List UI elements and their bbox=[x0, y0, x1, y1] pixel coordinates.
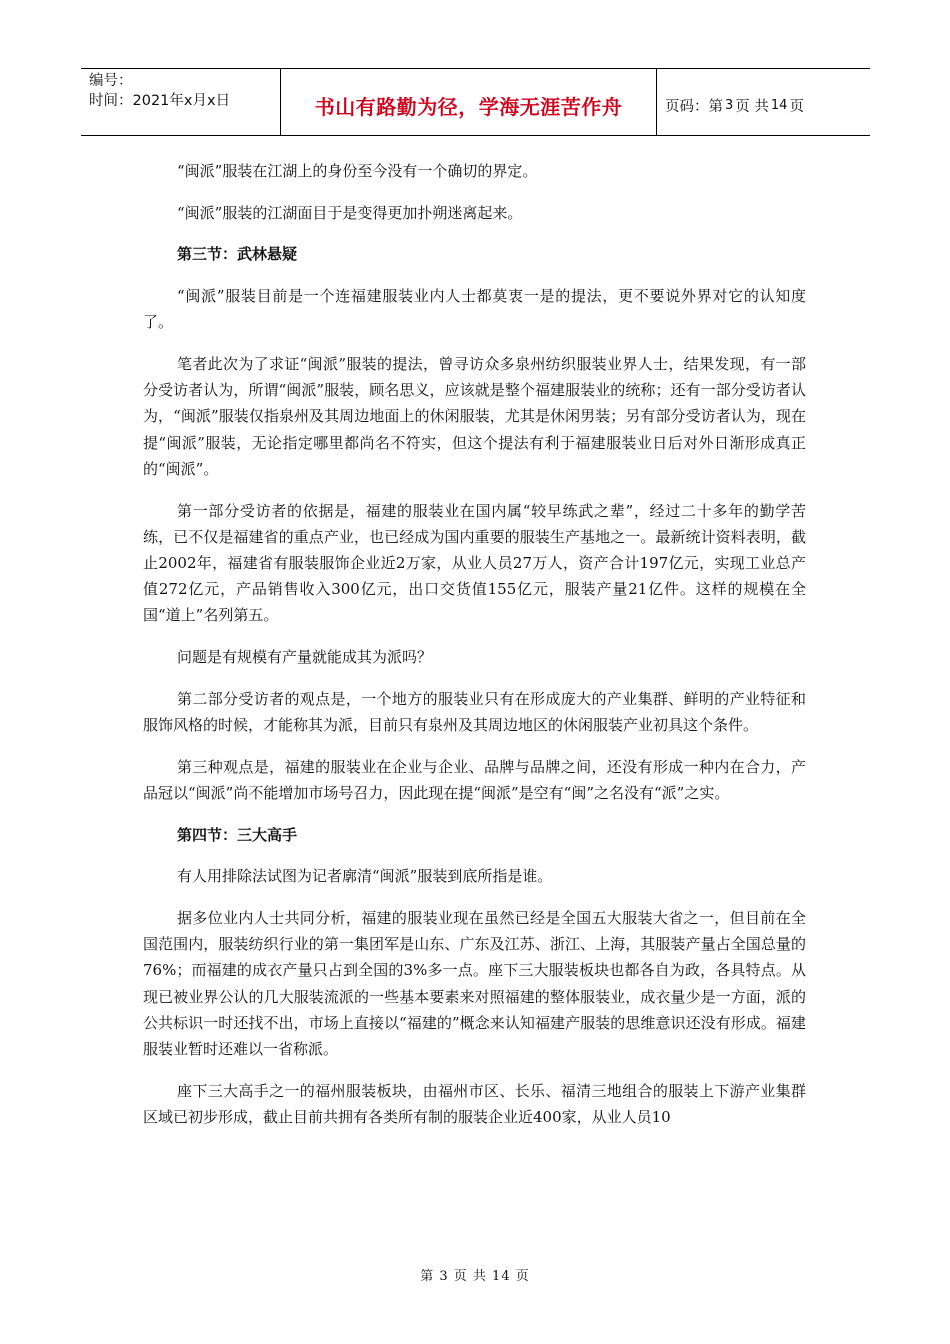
page-total: 14 bbox=[770, 97, 788, 113]
page-mid: 页 共 bbox=[735, 98, 769, 115]
paragraph: 有人用排除法试图为记者廓清“闽派”服装到底所指是谁。 bbox=[177, 867, 553, 886]
paragraph: 座下三大高手之一的福州服装板块，由福州市区、长乐、福清三地组合的服装上下游产业集群区域已初步形成，截止目前共拥有各类所有制的服装企业近400家，从业人员10 bbox=[143, 1081, 806, 1126]
paragraph: “闽派”服装的江湖面目于是变得更加扑朔迷离起来。 bbox=[177, 203, 523, 222]
paragraph: 第三种观点是，福建的服装业在企业与企业、品牌与品牌之间，还没有形成一种内在合力，产品冠以“闽派”尚不能增加市场号召力，因此现在提“闽派”是空有“闽”之名没有“派”之实。 bbox=[143, 757, 806, 802]
page-current: 3 bbox=[725, 97, 734, 113]
paragraph: 第二部分受访者的观点是，一个地方的服装业只有在形成庞大的产业集群、鲜明的产业特征和服饰风格的时候，才能称其为派，目前只有泉州及其周边地区的休闲服装产业初具这个条件。 bbox=[143, 689, 806, 734]
page-footer: 第 3 页 共 14 页 bbox=[420, 1269, 530, 1284]
header-motto: 书山有路勤为径，学海无涯苦作舟 bbox=[281, 69, 657, 135]
paragraph: “闽派”服装目前是一个连福建服装业内人士都莫衷一是的提法，更不要说外界对它的认知度了。 bbox=[143, 287, 806, 332]
header-meta bbox=[81, 69, 281, 135]
number-label: 编号： bbox=[89, 73, 133, 89]
document-body bbox=[143, 158, 806, 1146]
header-table bbox=[81, 68, 870, 136]
page-end: 页 bbox=[789, 98, 804, 115]
paragraph: 问题是有规模有产量就能成其为派吗？ bbox=[177, 648, 433, 667]
paragraph: 据多位业内人士共同分析，福建的服装业现在虽然已经是全国五大服装大省之一，但目前在全国范围内，服装纺织行业的第一集团军是山东、广东及江苏、浙江、上海，其服装产量占全国总量的76%；而福建的成衣产量只占到全国的3%多一点。座下三大服装板块也都各自为政，各具特点。从现已被业界公认的几大服装流派的一些基本要素来对照福建的整体服装业，成衣量少是一方面，派的公共标识一时还找不出，市场上直接以“福建的”概念来认知福建产服装的思维意识还没有形成。福建服装业暂时还难以一省称派。 bbox=[143, 908, 806, 1058]
section-heading: 第三节：武林悬疑 bbox=[177, 245, 298, 264]
date-label: 时间：2021年x月x日 bbox=[89, 93, 231, 109]
header-page-info bbox=[657, 69, 870, 135]
paragraph: 第一部分受访者的依据是，福建的服装业在国内属“较早练武之辈”，经过二十多年的勤学苦练，已不仅是福建省的重点产业，也已经成为国内重要的服装生产基地之一。最新统计资料表明，截止2002年，福建省有服装服饰企业近2万家，从业人员27万人，资产合计197亿元，实现工业总产值272亿元，产品销售收入300亿元，出口交货值155亿元，服装产量21亿件。这样的规模在全国“道上”名列第五。 bbox=[143, 501, 806, 625]
section-heading: 第四节：三大高手 bbox=[177, 825, 298, 844]
paragraph: 笔者此次为了求证“闽派”服装的提法，曾寻访众多泉州纺织服装业界人士，结果发现，有一部分受访者认为，所谓“闽派”服装，顾名思义，应该就是整个福建服装业的统称；还有一部分受访者认为，“闽派”服装仅指泉州及其周边地面上的休闲服装，尤其是休闲男装；另有部分受访者认为，现在提“闽派”服装，无论指定哪里都尚名不符实，但这个提法有利于福建服装业日后对外日渐形成真正的“闽派”。 bbox=[143, 355, 806, 478]
page-label: 页码：第 bbox=[665, 98, 723, 115]
paragraph: “闽派”服装在江湖上的身份至今没有一个确切的界定。 bbox=[177, 162, 538, 180]
